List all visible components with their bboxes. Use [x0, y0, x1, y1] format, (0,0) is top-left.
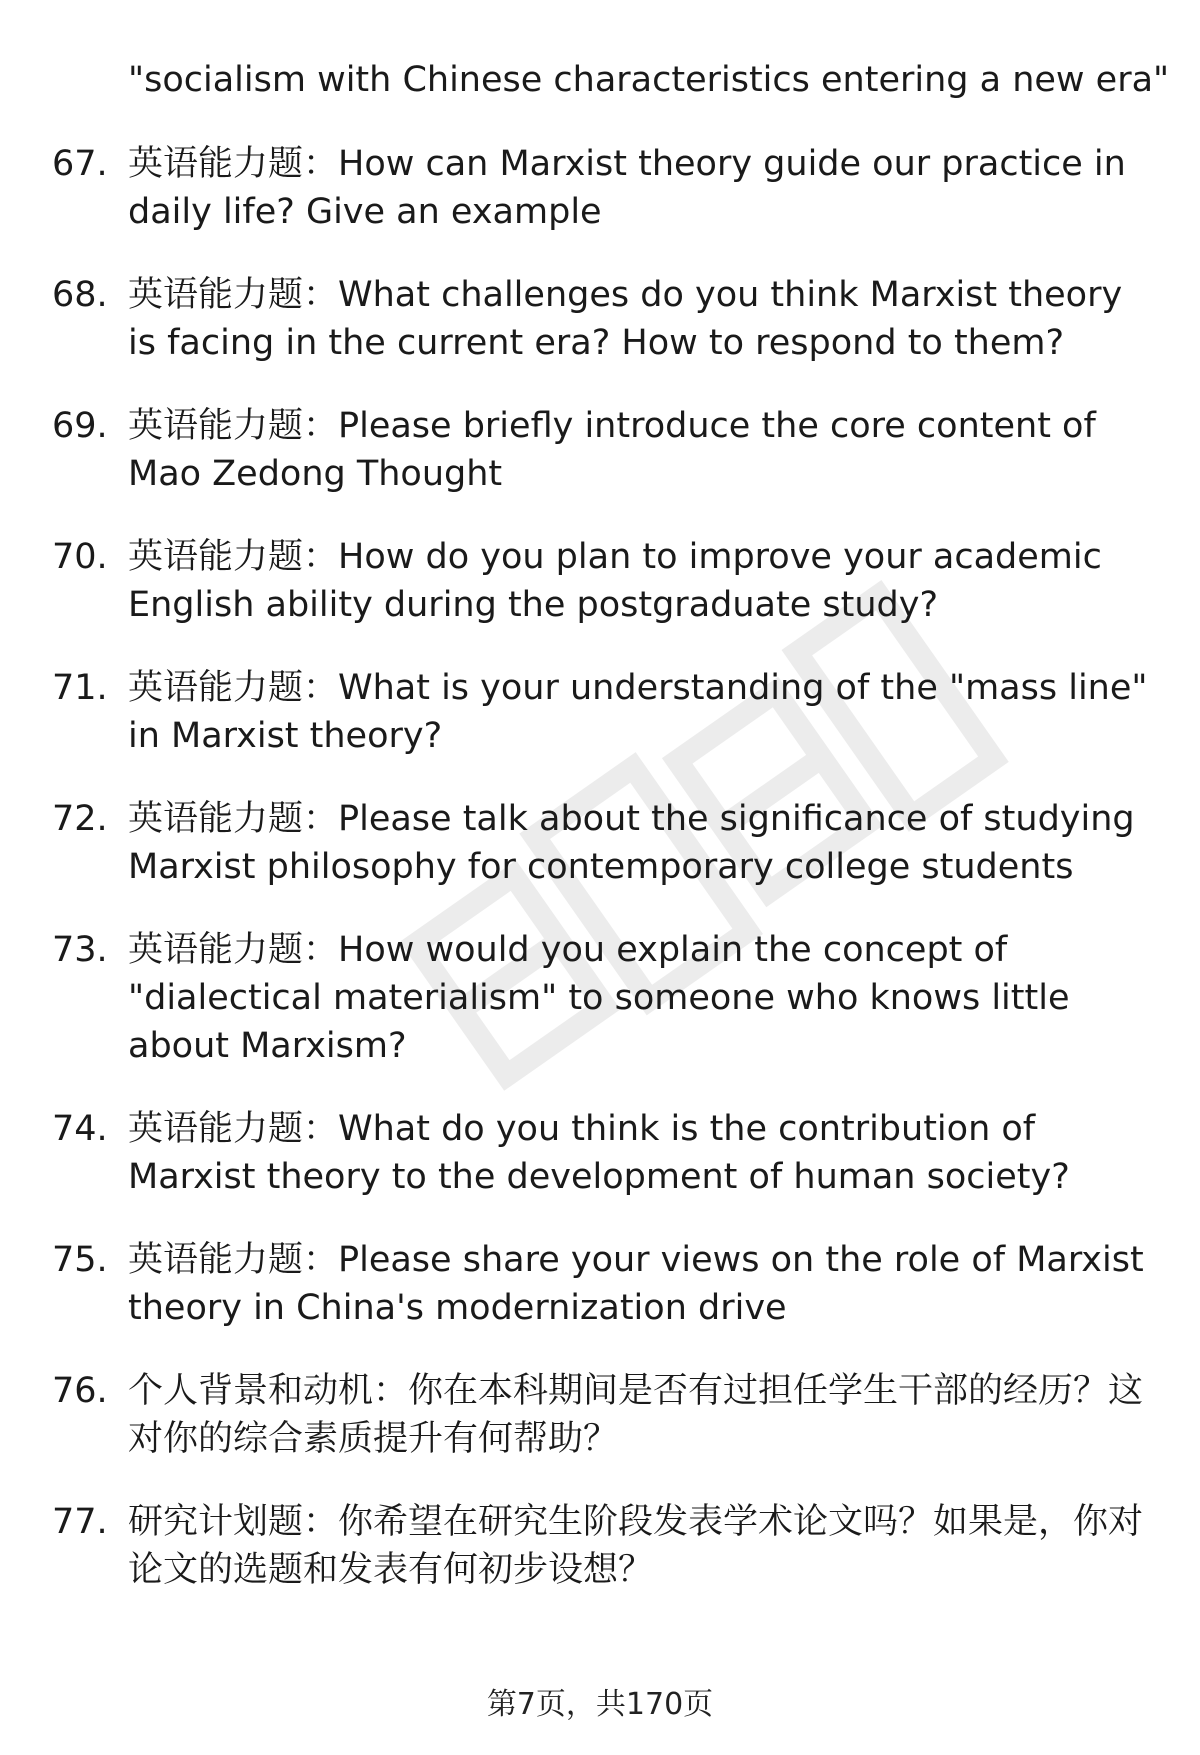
question-text: 英语能力题：Please share your views on the role of Marxist theory in China's modernization drive [128, 1240, 1144, 1328]
question-text: 英语能力题：How can Marxist theory guide our practice in daily life? Give an example [128, 144, 1126, 232]
question-item [0, 271, 1200, 367]
question-item [0, 1236, 1200, 1332]
continuation-text: "socialism with Chinese characteristics entering a new era" [128, 60, 1170, 100]
page-number-footer: 第7页，共170页 [486, 1687, 714, 1722]
question-number: 77. [52, 1502, 108, 1542]
question-item [0, 533, 1200, 629]
question-number: 71. [52, 668, 108, 708]
question-item [0, 926, 1200, 1070]
question-number: 68. [52, 275, 108, 315]
question-item [0, 1498, 1200, 1594]
question-text: 英语能力题：What challenges do you think Marxist theory is facing in the current era? How to respond to them? [128, 275, 1123, 363]
question-number: 72. [52, 799, 108, 839]
question-number: 75. [52, 1240, 108, 1280]
question-list [0, 140, 1200, 1629]
question-number: 70. [52, 537, 108, 577]
question-text: 研究计划题：你希望在研究生阶段发表学术论文吗？如果是，你对论文的选题和发表有何初步设想？ [128, 1502, 1144, 1590]
question-text: 英语能力题：What is your understanding of the "mass line" in Marxist theory? [128, 668, 1148, 756]
question-item [0, 795, 1200, 891]
question-text: 英语能力题：Please briefly introduce the core content of Mao Zedong Thought [128, 406, 1096, 494]
question-item [0, 402, 1200, 498]
question-text: 英语能力题：What do you think is the contribution of Marxist theory to the development of human society? [128, 1109, 1070, 1197]
question-item [0, 1367, 1200, 1463]
question-number: 67. [52, 144, 108, 184]
question-text: 英语能力题：Please talk about the significance of studying Marxist philosophy for contemporary college students [128, 799, 1135, 887]
question-text: 英语能力题：How would you explain the concept of "dialectical materialism" to someone who knows little about Marxism? [128, 930, 1070, 1066]
question-item [0, 140, 1200, 236]
question-item [0, 664, 1200, 760]
question-text: 个人背景和动机：你在本科期间是否有过担任学生干部的经历？这对你的综合素质提升有何帮助？ [128, 1371, 1144, 1459]
question-text: 英语能力题：How do you plan to improve your academic English ability during the postgraduate study? [128, 537, 1102, 625]
question-item [0, 1105, 1200, 1201]
question-number: 69. [52, 406, 108, 446]
question-number: 76. [52, 1371, 108, 1411]
question-number: 74. [52, 1109, 108, 1149]
question-number: 73. [52, 930, 108, 970]
